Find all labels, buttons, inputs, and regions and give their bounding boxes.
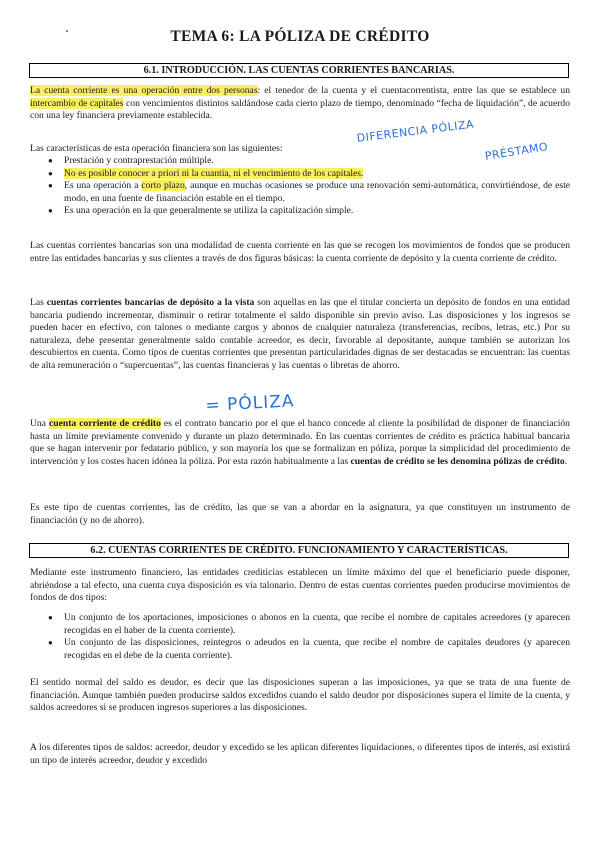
section1-paragraph-4: Las cuentas corrientes bancarias de depósito a la vista son aquellas en las que el titular concierta un depósito de fondos en una entidad bancaria pudiendo incrementar, disminuir o retirar totalmente el saldo disponible sin previo aviso. Las disposiciones y los ingresos se pueden hacer en efectivo, con talones o mediante cargos y abonos de cualquier naturaleza (transferencias, recibos, letras, etc.) Por su naturaleza, debe presentar generalmente saldo contable acreedor, es decir, favorable al depositante, aunque también se autorizan los descubiertos en cuenta. Como tipos de cuentas corrientes que presentan particularidades dignas de ser destacadas se encuentran: las cuentas de alta remuneración o “supercuentas”, las cuentas financieras y las cuentas o libretas de ahorro. bbox=[30, 297, 570, 371]
section1-paragraph-6: Es este tipo de cuentas corrientes, las de crédito, las que se van a abordar en la asignatura, ya que constituyen un instrumento de financiación (y no de ahorro). bbox=[30, 502, 570, 526]
section-heading-1: 6.1. INTRODUCCIÓN. LAS CUENTAS CORRIENTES BANCARIAS. bbox=[29, 63, 569, 78]
list-item: ● Un conjunto de los aportaciones, imposiciones o abonos en la cuenta, que recibe el nombre de capitales acreedores (y aparecen recogidas en el haber de la cuenta corriente). bbox=[30, 612, 570, 637]
page-title: TEMA 6: LA PÓLIZA DE CRÉDITO bbox=[170, 28, 430, 45]
highlight: cuenta corriente de crédito bbox=[49, 418, 161, 429]
highlight: intercambio de capitales bbox=[30, 97, 124, 109]
section2-paragraph-3: A los diferentes tipos de saldos: acreedor, deudor y excedido se les aplican diferentes liquidaciones, o diferentes tipos de interés, así existirá un tipo de interés acreedor, deudor y excedido bbox=[30, 742, 570, 766]
list-item: ● Prestación y contraprestación múltiple. bbox=[30, 155, 570, 168]
movements-list bbox=[30, 612, 570, 662]
list-item: ● Un conjunto de las disposiciones, reintegros o adeudos en la cuenta, que recibe el nombre de capitales deudores (y aparecen recogidas en el debe de la cuenta corriente). bbox=[30, 637, 570, 662]
list-item: ● Es una operación en la que generalmente se utiliza la capitalización simple. bbox=[30, 205, 570, 218]
list-item: ● Es una operación a corto plazo, aunque en muchas ocasiones se produce una renovación semi-automática, convirtiéndose, de este modo, en una fuente de financiación estable en el tiempo. bbox=[30, 180, 570, 205]
list-item: ● No es posible conocer a priori ni la cuantía, ni el vencimiento de los capitales. bbox=[30, 168, 570, 181]
characteristics-list bbox=[30, 155, 570, 218]
section2-paragraph-2: El sentido normal del saldo es deudor, es decir que las disposiciones superan a las imposiciones, ya que se trata de una fuente de financiación. Aunque también pueden producirse saldos excedidos cuando el saldo deudor por disposiciones supera el límite de la cuenta, y saldos acreedores si se producen ingresos superiores a las disposiciones. bbox=[30, 677, 570, 713]
handwritten-note: DIFERENCIA PÓLIZA bbox=[356, 117, 475, 145]
handwritten-note: PRÉSTAMO bbox=[484, 140, 549, 163]
section1-paragraph-2: Las características de esta operación financiera son las siguientes: bbox=[30, 143, 283, 154]
section-heading-2: 6.2. CUENTAS CORRIENTES DE CRÉDITO. FUNCIONAMIENTO Y CARACTERÍSTICAS. bbox=[29, 543, 569, 558]
section1-paragraph-5: Una cuenta corriente de crédito es el contrato bancario por el que el banco concede al cliente la posibilidad de disponer de financiación hasta un límite previamente convenido y durante un plazo determinado. En las cuentas corrientes de crédito es práctica habitual bancaria que se hagan intervenir por fedatario público, y son mayoría los que se formalizan en póliza, porque la simplicidad del procedimiento de intervención y los costes hacen idónea la póliza. Por esta razón habitualmente a las cuentas de crédito se les denomina pólizas de crédito. bbox=[30, 418, 570, 467]
section1-paragraph-3: Las cuentas corrientes bancarias son una modalidad de cuenta corriente en las que se recogen los movimientos de fondos que se producen entre las entidades bancarias y sus clientes a través de dos figuras básicas: la cuenta corriente de depósito y la cuenta corriente de crédito. bbox=[30, 240, 570, 264]
section1-paragraph-1: La cuenta corriente es una operación entre dos personas: el tenedor de la cuenta y el cuentacorrentista, entre las que se establece un intercambio de capitales con vencimientos distintos saldándose cada cierto plazo de tiempo, denominado “fecha de liquidación”, de acuerdo con una ley financiera previamente establecida. bbox=[30, 85, 570, 121]
section2-paragraph-1: Mediante este instrumento financiero, las entidades crediticias establecen un límite máximo del que el beneficiario puede disponer, abriéndose a tal efecto, una cuenta cuya disposición es vía talonario. Dentro de estas cuentas corrientes pueden producirse movimientos de fondos de dos tipos: bbox=[30, 567, 570, 603]
handwritten-note: = PÓLIZA bbox=[205, 391, 295, 416]
highlight: La cuenta corriente es una operación entre dos personas bbox=[30, 85, 258, 96]
